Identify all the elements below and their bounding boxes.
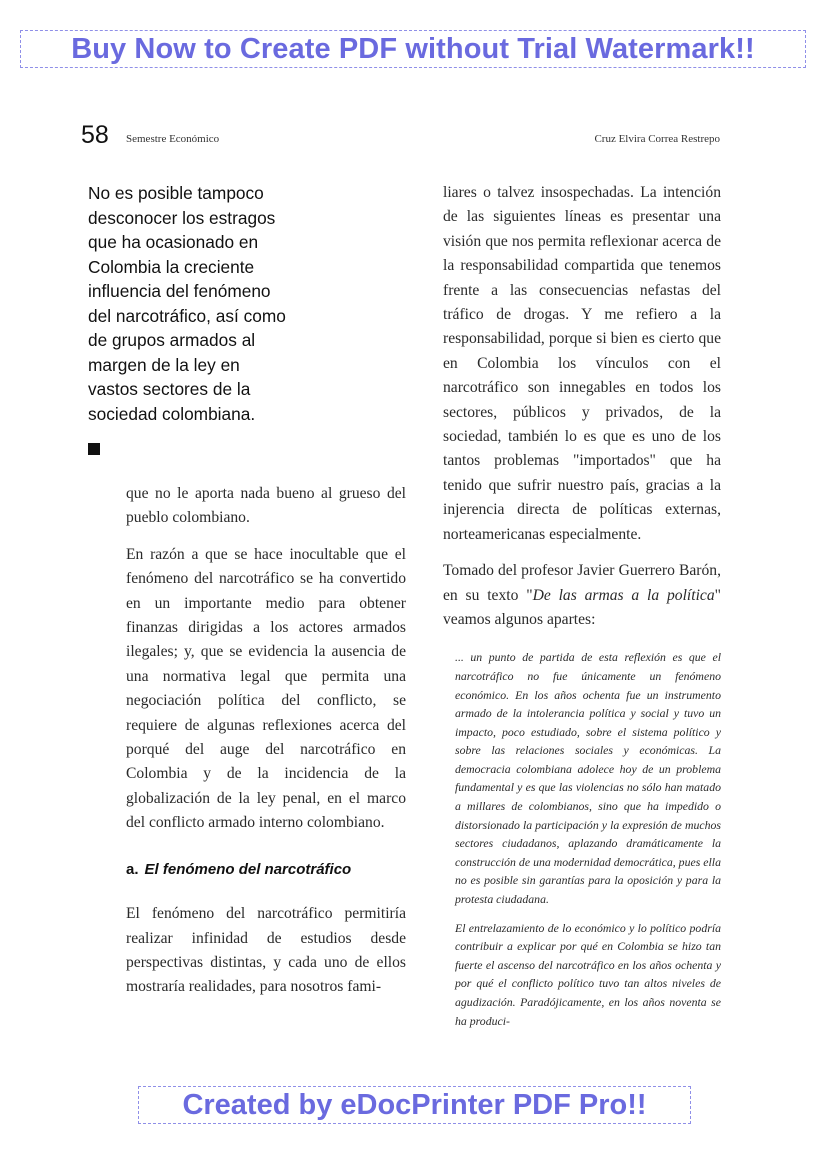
- quote-paragraph: ... un punto de partida de esta reflexión es que el narcotráfico no fue únicamente un fenómeno económico. En los años ochenta fue un instrumento armado de la intolerancia política y social y tuvo un impacto, poco estudiado, sobre el sistema político y sobre las relaciones sociales y económicas. La democracia colombiana adolece hoy de un problema fundamental y es que las violencias no sólo han matado a millares de colombianos, sino que ha impedido o distorsionado la participación y la expresión de muchos sectores ciudadanos, aplazando dramáticamente la construcción de una modernidad democrática, pues ella no es posible sin garantías para la oposición y para la protesta ciudadana.: [455, 650, 721, 907]
- paragraph: El fenómeno del narcotráfico permitiría realizar infinidad de estudios desde perspectivas distintas, y cada uno de ellos mostraría realidades, para nosotros fami-: [126, 905, 406, 996]
- work-title: De las armas a la política: [532, 586, 715, 604]
- paragraph: que no le aporta nada bueno al grueso del pueblo colombiano.: [126, 485, 406, 527]
- page-number: 58: [81, 121, 109, 149]
- quote-paragraph: El entrelazamiento de lo económico y lo político podría contribuir a explicar por qué en Colombia se hizo tan fuerte el ascenso del narcotráfico en los años ochenta y por qué el conflicto político tuvo tan altos niveles de agudización. Paradójicamente, en los años noventa se ha produci-: [455, 920, 721, 1028]
- right-column: [443, 181, 721, 1030]
- section-heading: [126, 858, 406, 882]
- left-column: [126, 482, 406, 1000]
- author-name: Cruz Elvira Correa Restrepo: [594, 133, 720, 145]
- section-letter: a.: [126, 860, 139, 878]
- section-title: El fenómeno del narcotráfico: [144, 860, 352, 878]
- watermark-banner-bottom: Created by eDocPrinter PDF Pro!!: [138, 1086, 691, 1124]
- quote-intro: [443, 559, 721, 632]
- block-quote: [455, 648, 721, 1030]
- paragraph: liares o talvez insospechadas. La intención de las siguientes líneas es presentar una visión que nos permita reflexionar acerca de la responsabilidad compartida que tenemos frente a las consecuencias nefastas del tráfico de drogas. Y me refiero a la responsabilidad, porque si bien es cierto que en Colombia los vínculos con el narcotráfico son innegables en todos los sectores, públicos y privados, de la sociedad, también lo es que es uno de los tantos problemas "importados" que ha tenido que sufrir nuestro país, gracias a la injerencia directa de políticas externas, norteamericanas especialmente.: [443, 184, 721, 543]
- journal-title: Semestre Económico: [126, 133, 220, 145]
- intro-text-end: " veamos algunos apartes:: [443, 586, 722, 628]
- square-bullet-icon: [88, 443, 100, 455]
- watermark-banner-top: Buy Now to Create PDF without Trial Watermark!!: [20, 30, 806, 68]
- paragraph: En razón a que se hace inocultable que el fenómeno del narcotráfico se ha convertido en un importante medio para obtener finanzas dirigidas a los actores armados ilegales; y, que se evidencia la ausencia de una normativa legal que permita una negociación política del conflicto, se requiere de algunas reflexiones acerca del porqué del auge del narcotráfico en Colombia y de la incidencia de la globalización de la ley penal, en el marco del conflicto armado interno colombiano.: [126, 545, 406, 832]
- pull-quote: No es posible tampoco desconocer los estragos que ha ocasionado en Colombia la creciente influencia del fenómeno del narcotráfico, así como de grupos armados al margen de la ley en vastos sectores de la sociedad colombiana.: [88, 183, 286, 424]
- intro-text: Tomado del profesor Javier Guerrero Barón, en su texto ": [443, 562, 721, 604]
